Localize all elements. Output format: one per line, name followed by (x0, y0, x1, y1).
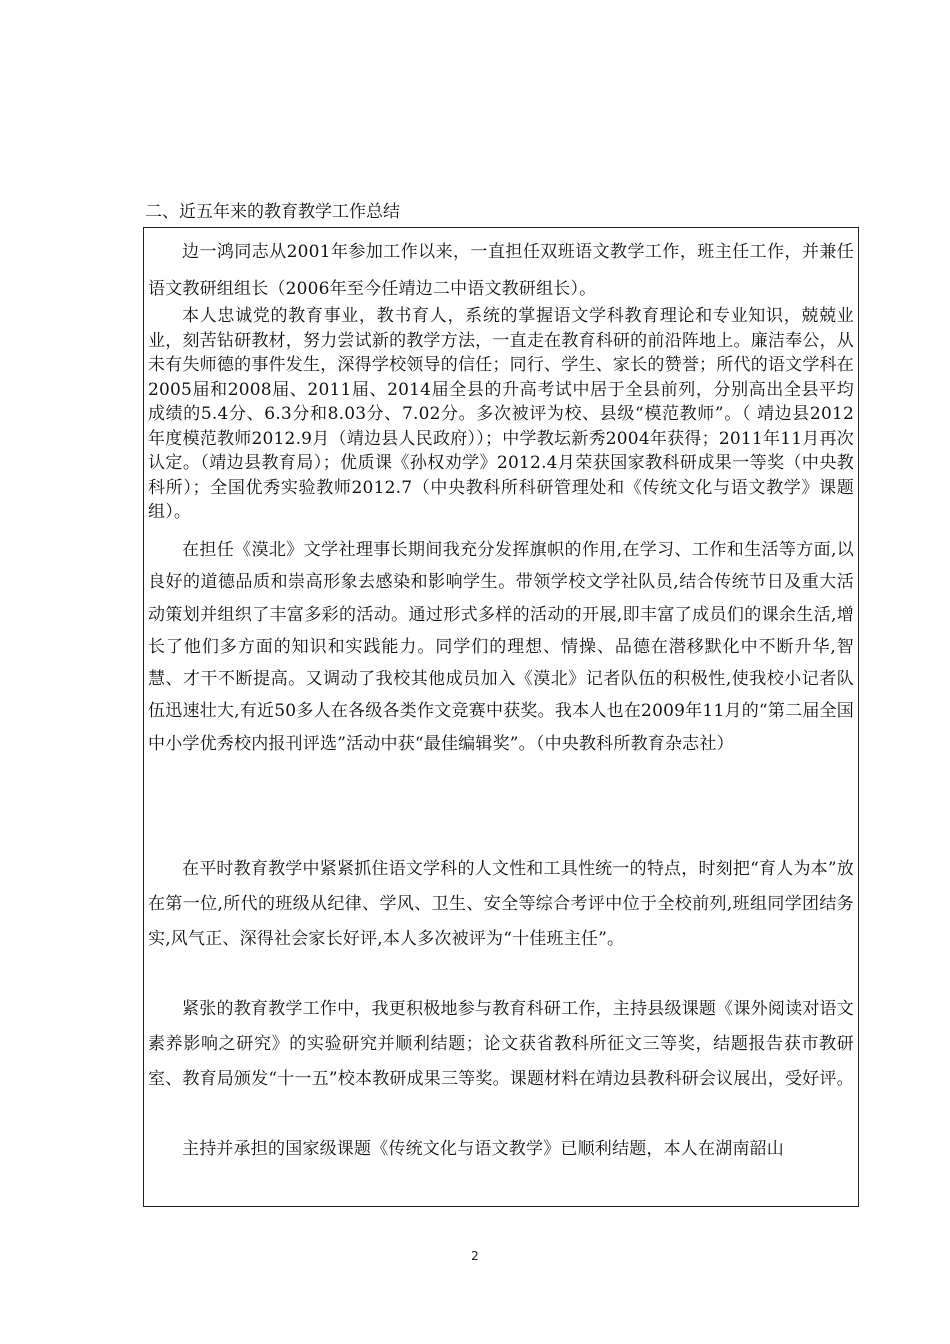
paragraph-teaching-achievements: 本人忠诚党的教育事业，教书育人，系统的掌握语文学科教育理论和专业知识，兢兢业业，刻苦钻研教材，努力尝试新的教学方法，一直走在教育科研的前沿阵地上。廉洁奉公，从未有失师德的事件发生，深得学校领导的信任；同行、学生、家长的赞誉；所代的语文学科在2005届和2008届、2011届、2014届全县的升高考试中居于全县前列，分别高出全县平均成绩的5.4分、6.3分和8.03分、7.02分。多次被评为校、县级“模范教师”。（ 靖边县2012年度模范教师2012.9月（靖边县人民政府））；中学教坛新秀2004年获得；2011年11月再次认定。（靖边县教育局）；优质课《孙权劝学》2012.4月荣获国家教科研成果一等奖（中央教科所）；全国优秀实验教师2012.7（中央教科所科研管理处和《传统文化与语文教学》课题组）。 (148, 306, 854, 522)
page-number: 2 (471, 1249, 479, 1263)
paragraph-literary-society: 在担任《漠北》文学社理事长期间我充分发挥旗帜的作用,在学习、工作和生活等方面,以良好的道德品质和崇高形象去感染和影响学生。带领学校文学社队员,结合传统节日及重大活动策划并组织了丰富多彩的活动。通过形式多样的活动的开展,即丰富了成员们的课余生活,增长了他们多方面的知识和实践能力。同学们的理想、情操、品德在潜移默化中不断升华,智慧、才干不断提高。又调动了我校其他成员加入《漠北》记者队伍的积极性,使我校小记者队伍迅速壮大,有近50多人在各级各类作文竞赛中获奖。我本人也在2009年11月的“第二届全国中小学优秀校内报刊评选”活动中获“最佳编辑奖”。（中央教科所教育杂志社） (148, 540, 854, 754)
paragraph-county-research: 紧张的教育教学工作中，我更积极地参与教育科研工作，主持县级课题《课外阅读对语文素养影响之研究》的实验研究并顺利结题；论文获省教科所征文三等奖，结题报告获市教研室、教育局颁发“十一五”校本教研成果三等奖。课题材料在靖边县教科研会议展出，受好评。 (148, 999, 854, 1089)
paragraph-class-management: 在平时教育教学中紧紧抓住语文学科的人文性和工具性统一的特点，时刻把“育人为本”放在第一位,所代的班级从纪律、学风、卫生、安全等综合考评中位于全校前列,班组同学团结务实,风气正、深得社会家长好评,本人多次被评为“十佳班主任”。 (148, 859, 854, 949)
summary-content-box (143, 227, 859, 1207)
paragraph-work-history: 边一鸿同志从2001年参加工作以来，一直担任双班语文教学工作，班主任工作，并兼任语文教研组组长（2006年至今任靖边二中语文教研组长）。 (148, 242, 854, 299)
paragraph-national-research: 主持并承担的国家级课题《传统文化与语文教学》已顺利结题，本人在湖南韶山 (182, 1139, 784, 1159)
section-heading: 二、近五年来的教育教学工作总结 (145, 202, 400, 222)
